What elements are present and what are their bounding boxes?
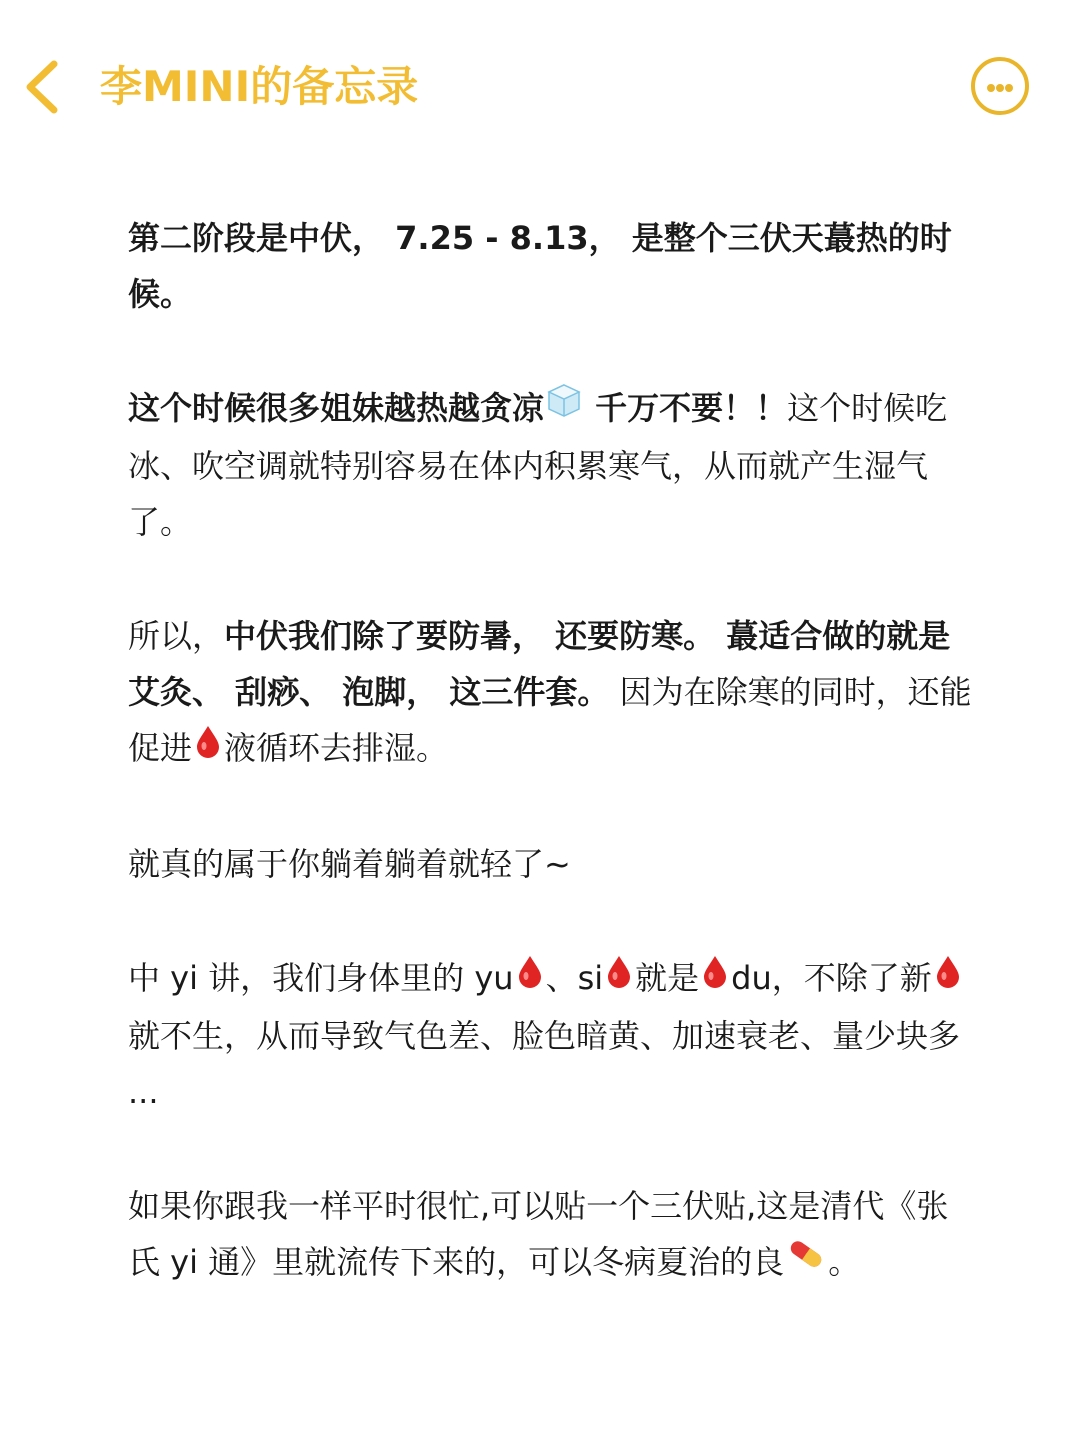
paragraph-6-end: 。 bbox=[828, 1243, 861, 1281]
more-dot bbox=[996, 84, 1004, 92]
blood-drop-icon bbox=[516, 949, 544, 1005]
paragraph-6 bbox=[128, 1178, 978, 1292]
page-title: 李MINI的备忘录 bbox=[100, 62, 419, 111]
more-horizontal-icon bbox=[987, 84, 995, 92]
paragraph-6-text: 如果你跟我一样平时很忙,可以贴一个三伏贴,这是清代《张氏 yi 通》里就流传下来的，可以冬病夏治的良 bbox=[128, 1187, 949, 1281]
paragraph-3-normal-2: 因为在除寒的同时，还能促进 bbox=[128, 673, 972, 767]
blood-drop-icon bbox=[194, 719, 222, 775]
note-content bbox=[128, 210, 978, 1350]
ice-cube-icon bbox=[546, 379, 582, 435]
more-dot bbox=[1005, 84, 1013, 92]
paragraph-5-seg-3: 就是 bbox=[635, 959, 700, 997]
paragraph-3-normal-3: 液循环去排湿。 bbox=[224, 729, 449, 767]
paragraph-1 bbox=[128, 210, 978, 322]
paragraph-4 bbox=[128, 836, 978, 892]
paragraph-5-seg-5: 就不生，从而导致气色差、脸色暗黄、加速衰老、量少块多 ... bbox=[128, 1017, 961, 1111]
paragraph-2 bbox=[128, 380, 978, 550]
blood-drop-icon bbox=[934, 949, 962, 1005]
pill-icon bbox=[786, 1233, 826, 1289]
paragraph-2-normal: 这个时候吃冰、吹空调就特别容易在体内积累寒气，从而就产生湿气了。 bbox=[128, 389, 948, 541]
paragraph-5-seg-2: 、si bbox=[545, 959, 604, 997]
paragraph-5-seg-1: 中 yi 讲，我们身体里的 yu bbox=[128, 959, 514, 997]
paragraph-1-text: 第二阶段是中伏， 7.25 - 8.13， 是整个三伏天蕞热的时候。 bbox=[128, 219, 952, 313]
top-nav-bar bbox=[0, 0, 1080, 175]
back-button[interactable] bbox=[18, 56, 70, 118]
blood-drop-icon bbox=[701, 949, 729, 1005]
paragraph-3-bold: 中伏我们除了要防暑， 还要防寒。 蕞适合做的就是艾灸、 刮痧、 泡脚， 这三件套。 bbox=[128, 617, 951, 711]
paragraph-3-normal-1: 所以， bbox=[128, 617, 225, 655]
blood-drop-icon bbox=[605, 949, 633, 1005]
paragraph-5-seg-4: du，不除了新 bbox=[731, 959, 932, 997]
more-options-button[interactable] bbox=[971, 57, 1029, 115]
paragraph-3 bbox=[128, 608, 978, 778]
paragraph-5 bbox=[128, 950, 978, 1120]
paragraph-4-text: 就真的属于你躺着躺着就轻了~ bbox=[128, 845, 571, 883]
paragraph-2-bold: 这个时候很多姐妹越热越贪凉 bbox=[128, 389, 545, 427]
chevron-left-icon bbox=[18, 56, 70, 118]
paragraph-2-bold-2: 千万不要！！ bbox=[584, 389, 788, 427]
